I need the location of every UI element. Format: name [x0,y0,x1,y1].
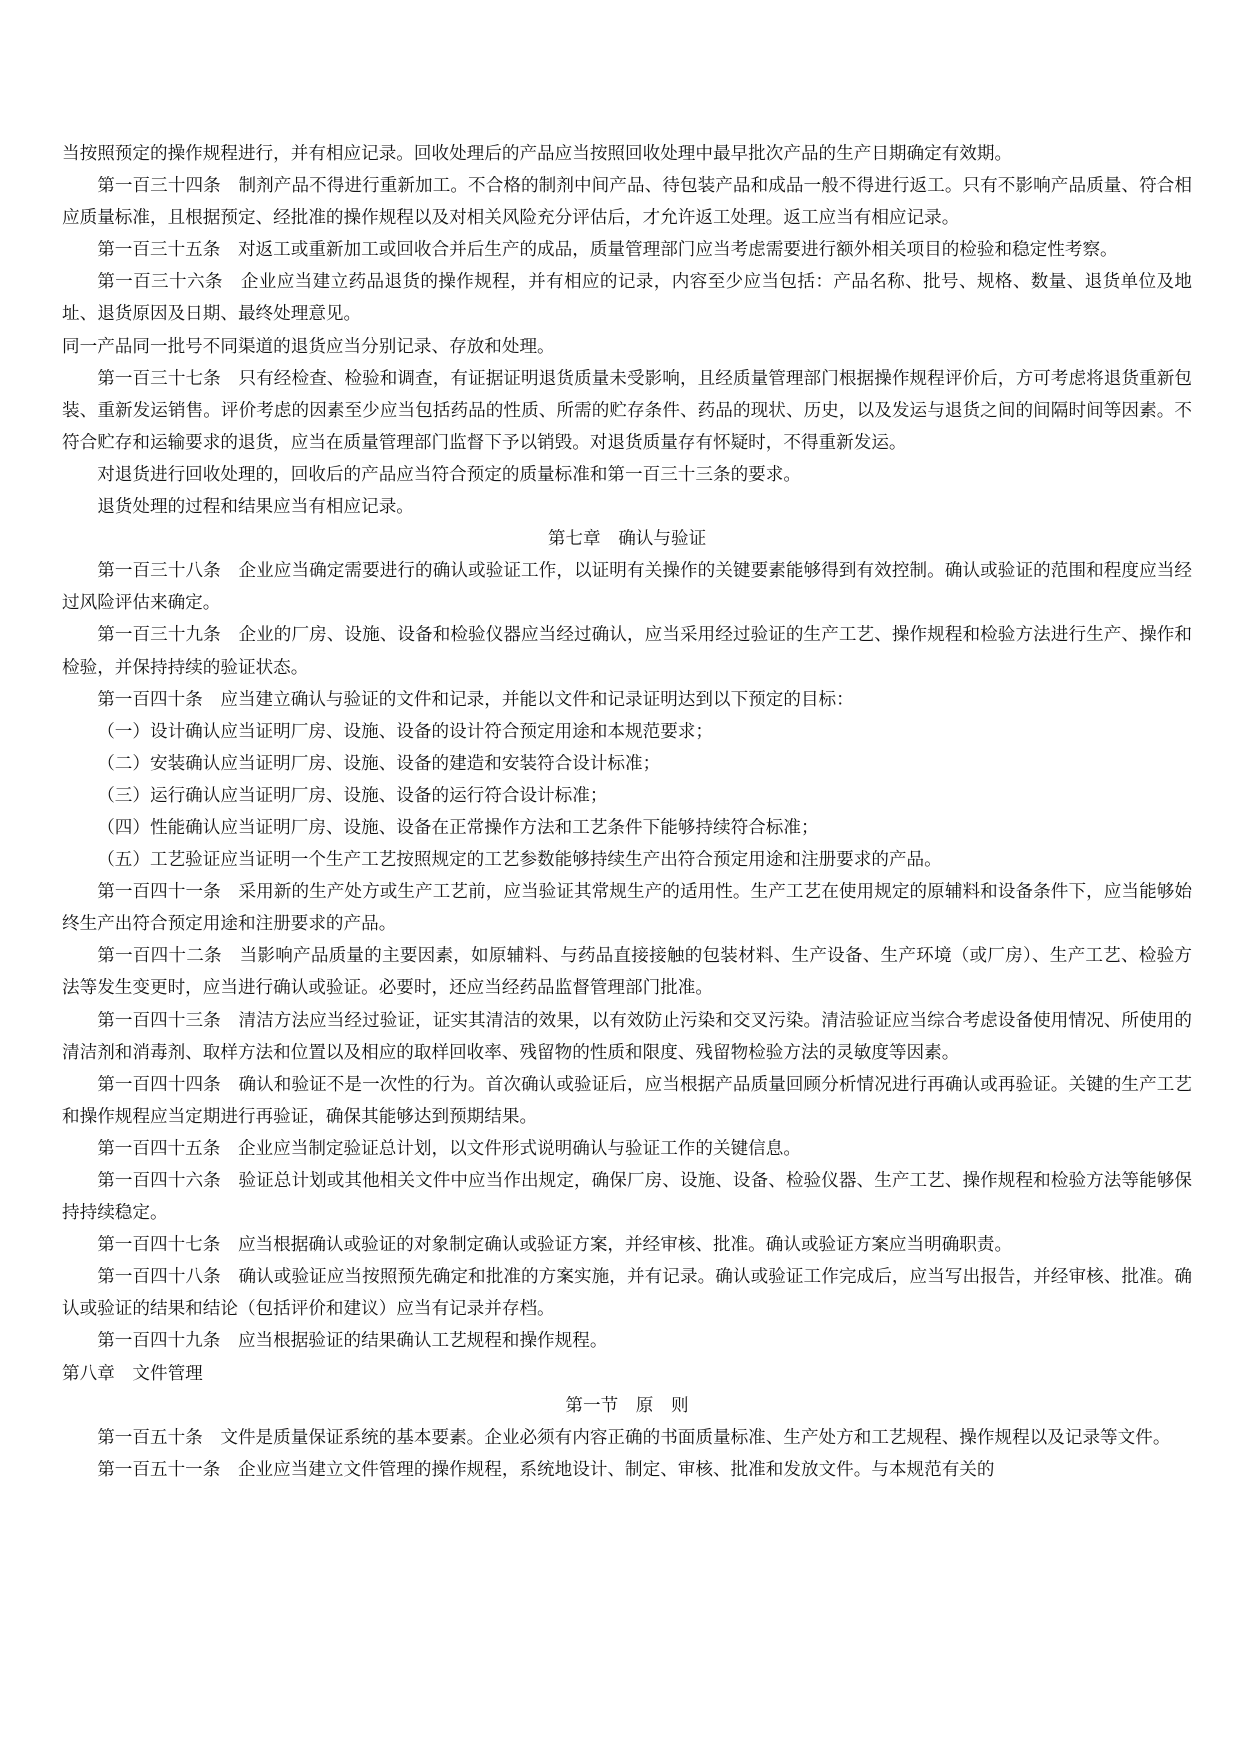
paragraph: 第一百三十八条 企业应当确定需要进行的确认或验证工作，以证明有关操作的关键要素能够得到有效控制。确认或验证的范围和程度应当经过风险评估来确定。 [62,561,1192,614]
paragraph: 退货处理的过程和结果应当有相应记录。 [97,497,414,518]
paragraph: 第一百五十一条 企业应当建立文件管理的操作规程，系统地设计、制定、审核、批准和发放文件。与本规范有关的 [97,1459,995,1480]
paragraph: 第一百三十六条 企业应当建立药品退货的操作规程，并有相应的记录，内容至少应当包括：产品名称、批号、规格、数量、退货单位及地址、退货原因及日期、最终处理意见。 [62,272,1192,325]
paragraph: 第一百三十四条 制剂产品不得进行重新加工。不合格的制剂中间产品、待包装产品和成品一般不得进行返工。只有不影响产品质量、符合相应质量标准，且根据预定、经批准的操作规程以及对相关风险充分评估后，才允许返工处理。返工应当有相应记录。 [62,176,1192,229]
paragraph: 同一产品同一批号不同渠道的退货应当分别记录、存放和处理。 [62,336,555,357]
paragraph: 第一百四十四条 确认和验证不是一次性的行为。首次确认或验证后，应当根据产品质量回顾分析情况进行再确认或再验证。关键的生产工艺和操作规程应当定期进行再验证，确保其能够达到预期结果。 [62,1074,1192,1127]
paragraph: 第一百四十六条 验证总计划或其他相关文件中应当作出规定，确保厂房、设施、设备、检验仪器、生产工艺、操作规程和检验方法等能够保持持续稳定。 [62,1171,1192,1224]
paragraph: （二）安装确认应当证明厂房、设施、设备的建造和安装符合设计标准； [97,753,661,774]
paragraph: 第一百三十七条 只有经检查、检验和调查，有证据证明退货质量未受影响，且经质量管理部门根据操作规程评价后，方可考虑将退货重新包装、重新发运销售。评价考虑的因素至少应当包括药品的性质、所需的贮存条件、药品的现状、历史，以及发运与退货之间的间隔时间等因素。不符合贮存和运输要求的退货，应当在质量管理部门监督下予以销毁。对退货质量存有怀疑时，不得重新发运。 [62,368,1192,453]
paragraph: 当按照预定的操作规程进行，并有相应记录。回收处理后的产品应当按照回收处理中最早批次产品的生产日期确定有效期。 [62,144,1013,164]
paragraph: 第一百四十九条 应当根据验证的结果确认工艺规程和操作规程。 [97,1331,608,1352]
paragraph: 第一百四十一条 采用新的生产处方或生产工艺前，应当验证其常规生产的适用性。生产工艺在使用规定的原辅料和设备条件下，应当能够始终生产出符合预定用途和注册要求的产品。 [62,882,1192,935]
paragraph: （五）工艺验证应当证明一个生产工艺按照规定的工艺参数能够持续生产出符合预定用途和注册要求的产品。 [97,850,942,871]
paragraph: 第一百三十五条 对返工或重新加工或回收合并后生产的成品，质量管理部门应当考虑需要进行额外相关项目的检验和稳定性考察。 [97,240,1118,261]
section-heading: 第七章 确认与验证 [547,529,707,550]
section-heading: 第一节 原 则 [565,1395,689,1416]
document-page [62,138,1192,1486]
paragraph: 第一百五十条 文件是质量保证系统的基本要素。企业必须有内容正确的书面质量标准、生产处方和工艺规程、操作规程以及记录等文件。 [97,1427,1171,1448]
paragraph: 第一百四十二条 当影响产品质量的主要因素，如原辅料、与药品直接接触的包装材料、生产设备、生产环境（或厂房）、生产工艺、检验方法等发生变更时，应当进行确认或验证。必要时，还应当经药品监督管理部门批准。 [62,946,1192,999]
paragraph: 对退货进行回收处理的，回收后的产品应当符合预定的质量标准和第一百三十三条的要求。 [97,464,801,485]
paragraph: （三）运行确认应当证明厂房、设施、设备的运行符合设计标准； [97,785,608,806]
paragraph: （一）设计确认应当证明厂房、设施、设备的设计符合预定用途和本规范要求； [97,721,713,742]
paragraph: 第一百四十八条 确认或验证应当按照预先确定和批准的方案实施，并有记录。确认或验证工作完成后，应当写出报告，并经审核、批准。确认或验证的结果和结论（包括评价和建议）应当有记录并存档。 [62,1267,1192,1320]
paragraph: 第一百四十三条 清洁方法应当经过验证，证实其清洁的效果，以有效防止污染和交叉污染。清洁验证应当综合考虑设备使用情况、所使用的清洁剂和消毒剂、取样方法和位置以及相应的取样回收率、残留物的性质和限度、残留物检验方法的灵敏度等因素。 [62,1010,1192,1063]
paragraph: 第一百四十条 应当建立确认与验证的文件和记录，并能以文件和记录证明达到以下预定的目标： [97,689,854,710]
paragraph: 第一百三十九条 企业的厂房、设施、设备和检验仪器应当经过确认，应当采用经过验证的生产工艺、操作规程和检验方法进行生产、操作和检验，并保持持续的验证状态。 [62,625,1192,678]
paragraph: 第一百四十七条 应当根据确认或验证的对象制定确认或验证方案，并经审核、批准。确认或验证方案应当明确职责。 [97,1235,1013,1256]
paragraph: 第一百四十五条 企业应当制定验证总计划，以文件形式说明确认与验证工作的关键信息。 [97,1138,801,1159]
paragraph: （四）性能确认应当证明厂房、设施、设备在正常操作方法和工艺条件下能够持续符合标准； [97,817,819,838]
chapter-heading: 第八章 文件管理 [62,1363,203,1384]
